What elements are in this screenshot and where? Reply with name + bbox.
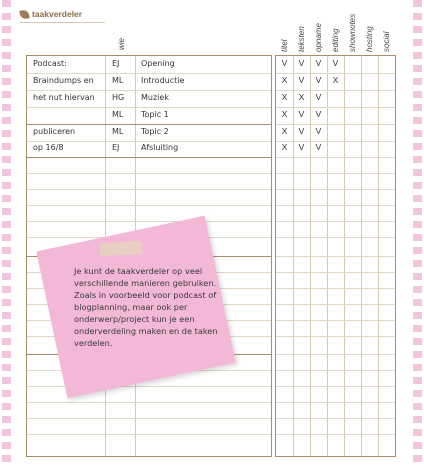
row-1-who: ML <box>112 76 124 85</box>
table-row-line <box>27 73 271 74</box>
row-2-teksten: X <box>298 92 305 102</box>
row-5-left: op 16/8 <box>33 143 64 152</box>
column-header-shownotes: shownotes <box>347 13 357 52</box>
row-1-topic: Introductie <box>141 76 185 85</box>
page-title: taakverdeler <box>32 9 83 19</box>
row-4-opname: V <box>315 126 322 136</box>
row-3-opname: V <box>315 109 322 119</box>
header-underline <box>20 22 105 23</box>
row-1-editing: X <box>332 75 339 85</box>
tape-strip <box>100 241 143 256</box>
row-1-opname: V <box>315 75 322 85</box>
row-0-who: EJ <box>112 59 120 68</box>
row-0-opname: V <box>315 58 322 68</box>
row-4-who: ML <box>112 127 124 136</box>
table-row-line <box>27 402 271 403</box>
column-header-hosting: hosting <box>364 26 374 52</box>
leaf-icon <box>19 9 29 19</box>
row-3-who: ML <box>112 110 124 119</box>
table-row-line <box>27 434 271 435</box>
row-5-topic: Afsluiting <box>141 143 179 152</box>
page-header <box>20 7 82 21</box>
row-1-titel: X <box>281 75 288 85</box>
table-row-line <box>27 124 271 125</box>
row-5-titel: X <box>281 142 288 152</box>
row-0-left: Podcast: <box>33 59 67 68</box>
row-2-titel: X <box>281 92 288 102</box>
row-0-teksten: V <box>298 58 305 68</box>
table-row-line <box>27 90 271 91</box>
row-4-titel: X <box>281 126 288 136</box>
row-3-topic: Topic 1 <box>141 110 169 119</box>
column-header-teksten: teksten <box>296 26 306 52</box>
row-4-teksten: V <box>298 126 305 136</box>
row-1-left: Braindumps en <box>33 76 94 85</box>
row-2-who: HG <box>112 93 125 102</box>
row-0-editing: V <box>332 58 339 68</box>
table-row-line <box>27 386 271 387</box>
sticky-note-text: Je kunt de taakverdeler op veel verschillende manieren gebruiken. Zoals in voorbeeld voor podcast of blogplanning, maar ook per onderwerp/project kun je een onderverdeling maken en de taken verdelen. <box>74 266 218 348</box>
row-5-teksten: V <box>298 142 305 152</box>
row-0-titel: V <box>281 58 288 68</box>
spiral-binding-right <box>413 0 422 465</box>
table-row-line <box>27 205 271 206</box>
spiral-binding-left <box>2 0 11 465</box>
row-5-opname: V <box>315 142 322 152</box>
column-header-titel: titel <box>279 39 289 52</box>
column-header-editing: editing <box>330 28 340 52</box>
row-1-teksten: V <box>298 75 305 85</box>
row-2-topic: Muziek <box>141 93 169 102</box>
table-row-line <box>27 173 271 174</box>
table-row-line <box>27 107 271 108</box>
row-2-left: het nut hiervan <box>33 93 95 102</box>
row-3-teksten: V <box>298 109 305 119</box>
column-header-wie <box>116 28 128 50</box>
row-5-who: EJ <box>112 143 120 152</box>
row-0-topic: Opening <box>141 59 175 68</box>
table-row-line <box>27 157 271 158</box>
table-row-line <box>27 418 271 419</box>
table-row-line <box>27 221 271 222</box>
row-4-left: publiceren <box>33 127 76 136</box>
table-row-line <box>27 189 271 190</box>
column-header-opname: opname <box>313 23 323 52</box>
column-header-social: social <box>381 31 391 52</box>
row-2-opname: V <box>315 92 322 102</box>
row-3-titel: X <box>281 109 288 119</box>
column-header-wie-label: wie <box>117 37 126 50</box>
row-4-topic: Topic 2 <box>141 127 169 136</box>
